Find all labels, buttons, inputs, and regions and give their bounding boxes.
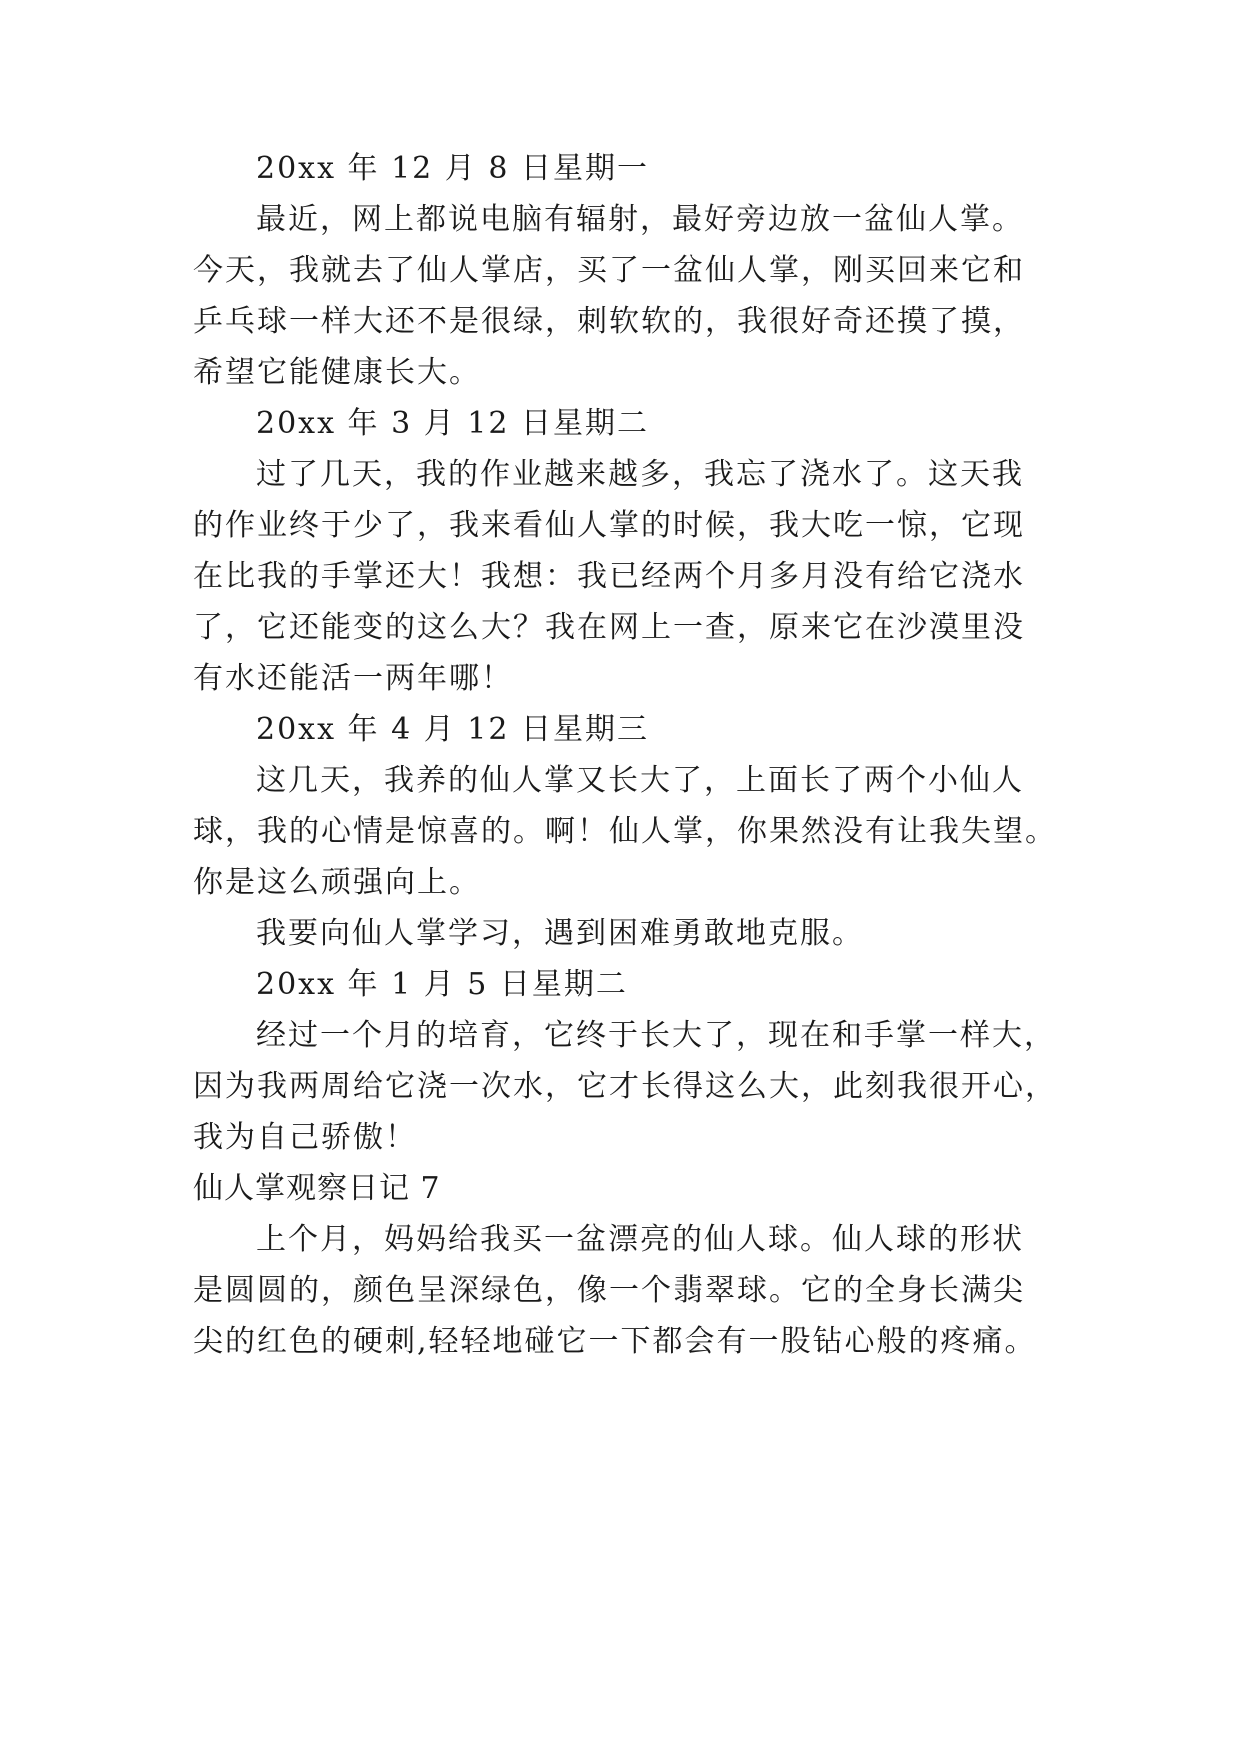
paragraph-line: 我为自己骄傲！ bbox=[193, 1120, 417, 1155]
paragraph-line: 过了几天，我的作业越来越多，我忘了浇水了。这天我 bbox=[256, 457, 1024, 492]
paragraph-line: 了，它还能变的这么大？我在网上一查，原来它在沙漠里没 bbox=[193, 610, 1025, 645]
diary-date-2: 20xx 年 3 月 12 日星期二 bbox=[256, 406, 649, 441]
diary-date-3: 20xx 年 4 月 12 日星期三 bbox=[256, 712, 649, 747]
paragraph-line: 的作业终于少了，我来看仙人掌的时候，我大吃一惊，它现 bbox=[193, 508, 1025, 543]
paragraph-line: 尖的红色的硬刺,轻轻地碰它一下都会有一股钻心般的疼痛。 bbox=[193, 1324, 1037, 1359]
paragraph-line: 因为我两周给它浇一次水，它才长得这么大，此刻我很开心， bbox=[193, 1069, 1057, 1104]
paragraph-line: 最近，网上都说电脑有辐射，最好旁边放一盆仙人掌。 bbox=[256, 202, 1024, 237]
paragraph-line: 在比我的手掌还大！我想：我已经两个月多月没有给它浇水 bbox=[193, 559, 1025, 594]
paragraph-line: 希望它能健康长大。 bbox=[193, 355, 481, 390]
paragraph-line: 上个月，妈妈给我买一盆漂亮的仙人球。仙人球的形状 bbox=[256, 1222, 1024, 1257]
diary-date-1: 20xx 年 12 月 8 日星期一 bbox=[256, 151, 649, 186]
paragraph-line: 经过一个月的培育，它终于长大了，现在和手掌一样大， bbox=[256, 1018, 1056, 1053]
paragraph-line: 我要向仙人掌学习，遇到困难勇敢地克服。 bbox=[256, 916, 864, 951]
paragraph-line: 球，我的心情是惊喜的。啊！仙人掌，你果然没有让我失望。 bbox=[193, 814, 1057, 849]
paragraph-line: 你是这么顽强向上。 bbox=[193, 865, 481, 900]
paragraph-line: 乒乓球一样大还不是很绿，刺软软的，我很好奇还摸了摸， bbox=[193, 304, 1025, 339]
paragraph-line: 是圆圆的，颜色呈深绿色，像一个翡翠球。它的全身长满尖 bbox=[193, 1273, 1025, 1308]
paragraph-line: 有水还能活一两年哪！ bbox=[193, 661, 513, 696]
paragraph-line: 这几天，我养的仙人掌又长大了，上面长了两个小仙人 bbox=[256, 763, 1024, 798]
diary-date-4: 20xx 年 1 月 5 日星期二 bbox=[256, 967, 628, 1002]
section-heading: 仙人掌观察日记 7 bbox=[193, 1171, 441, 1206]
paragraph-line: 今天，我就去了仙人掌店，买了一盆仙人掌，刚买回来它和 bbox=[193, 253, 1025, 288]
